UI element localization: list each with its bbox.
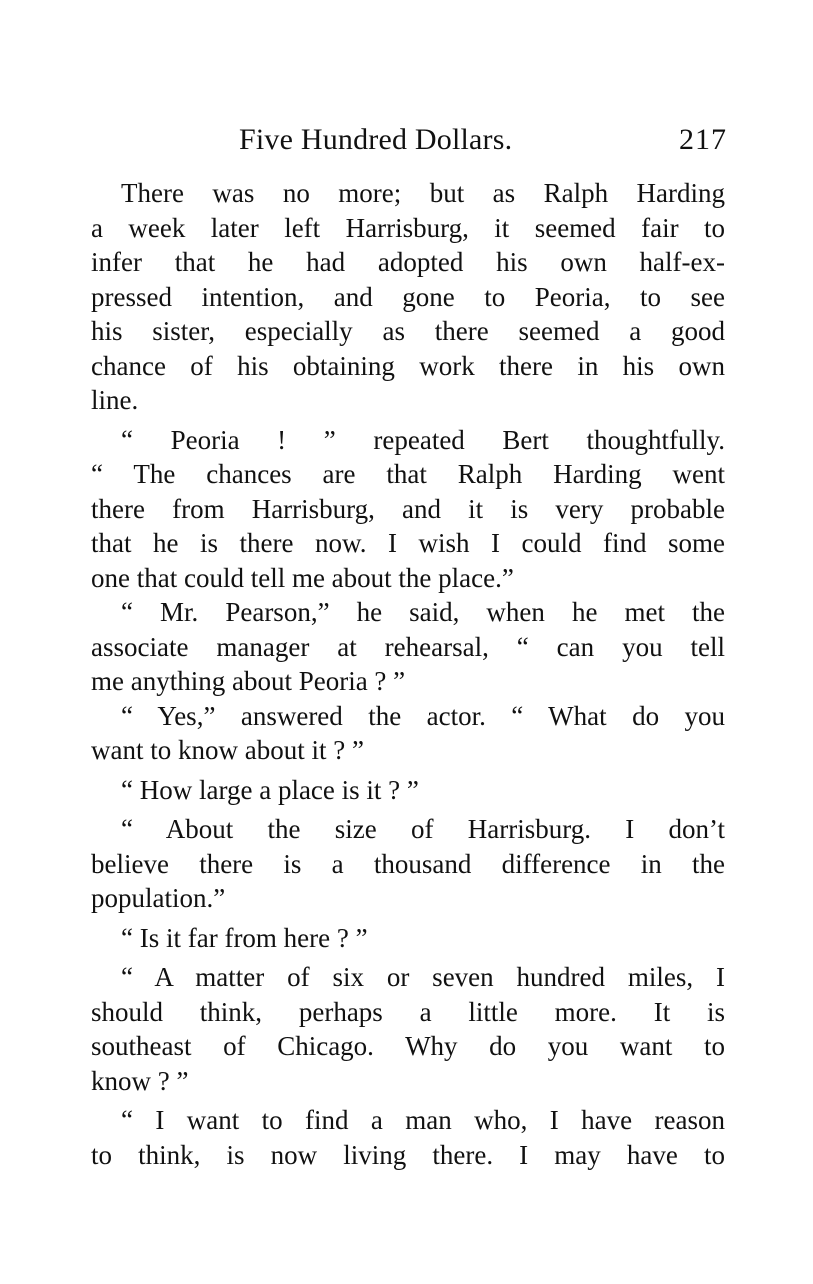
text-line: know ? ” <box>91 1065 189 1096</box>
text-line: believe there is a thousand difference in the <box>91 848 725 879</box>
text-line: “ Is it far from here ? ” <box>121 922 368 953</box>
text-line: want to know about it ? ” <box>91 735 364 765</box>
text-line: pressed intention, and gone to Peoria, to see <box>91 281 725 312</box>
text-line: one that could tell me about the place.” <box>91 562 514 593</box>
text-line: “ How large a place is it ? ” <box>121 774 419 805</box>
text-line: should think, perhaps a little more. It is <box>91 996 725 1027</box>
text-line: “ About the size of Harrisburg. I don’t <box>121 814 725 844</box>
page-number: 217 <box>679 123 727 156</box>
chapter-title: Five Hundred Dollars. <box>239 123 513 156</box>
text-line: there from Harrisburg, and it is very probable <box>91 493 725 524</box>
text-line: population.” <box>91 883 226 913</box>
text-line: “ The chances are that Ralph Harding went <box>91 459 725 489</box>
text-line: chance of his obtaining work there in his own <box>91 350 725 381</box>
running-head <box>91 118 725 162</box>
text-line: “ Mr. Pearson,” he said, when he met the <box>121 597 725 627</box>
text-line: to think, is now living there. I may have to <box>91 1139 725 1170</box>
text-line: that he is there now. I wish I could find some <box>91 528 725 558</box>
book-page <box>91 118 725 1172</box>
text-line: “ Yes,” answered the actor. “ What do you <box>121 700 725 731</box>
text-line: line. <box>91 385 139 415</box>
text-line: southeast of Chicago. Why do you want to <box>91 1031 725 1061</box>
text-line: There was no more; but as Ralph Harding <box>121 178 725 208</box>
text-line: “ I want to find a man who, I have reason <box>121 1105 725 1135</box>
text-line: his sister, especially as there seemed a good <box>91 316 725 346</box>
text-line: “ Peoria ! ” repeated Bert thoughtfully. <box>121 424 725 455</box>
text-line: me anything about Peoria ? ” <box>91 666 406 696</box>
text-line: associate manager at rehearsal, “ can you tell <box>91 631 725 662</box>
text-line: a week later left Harrisburg, it seemed fair to <box>91 212 725 243</box>
text-line: infer that he had adopted his own half-ex- <box>91 247 725 277</box>
text-line: “ A matter of six or seven hundred miles, I <box>121 962 725 992</box>
body-text <box>91 176 725 1172</box>
